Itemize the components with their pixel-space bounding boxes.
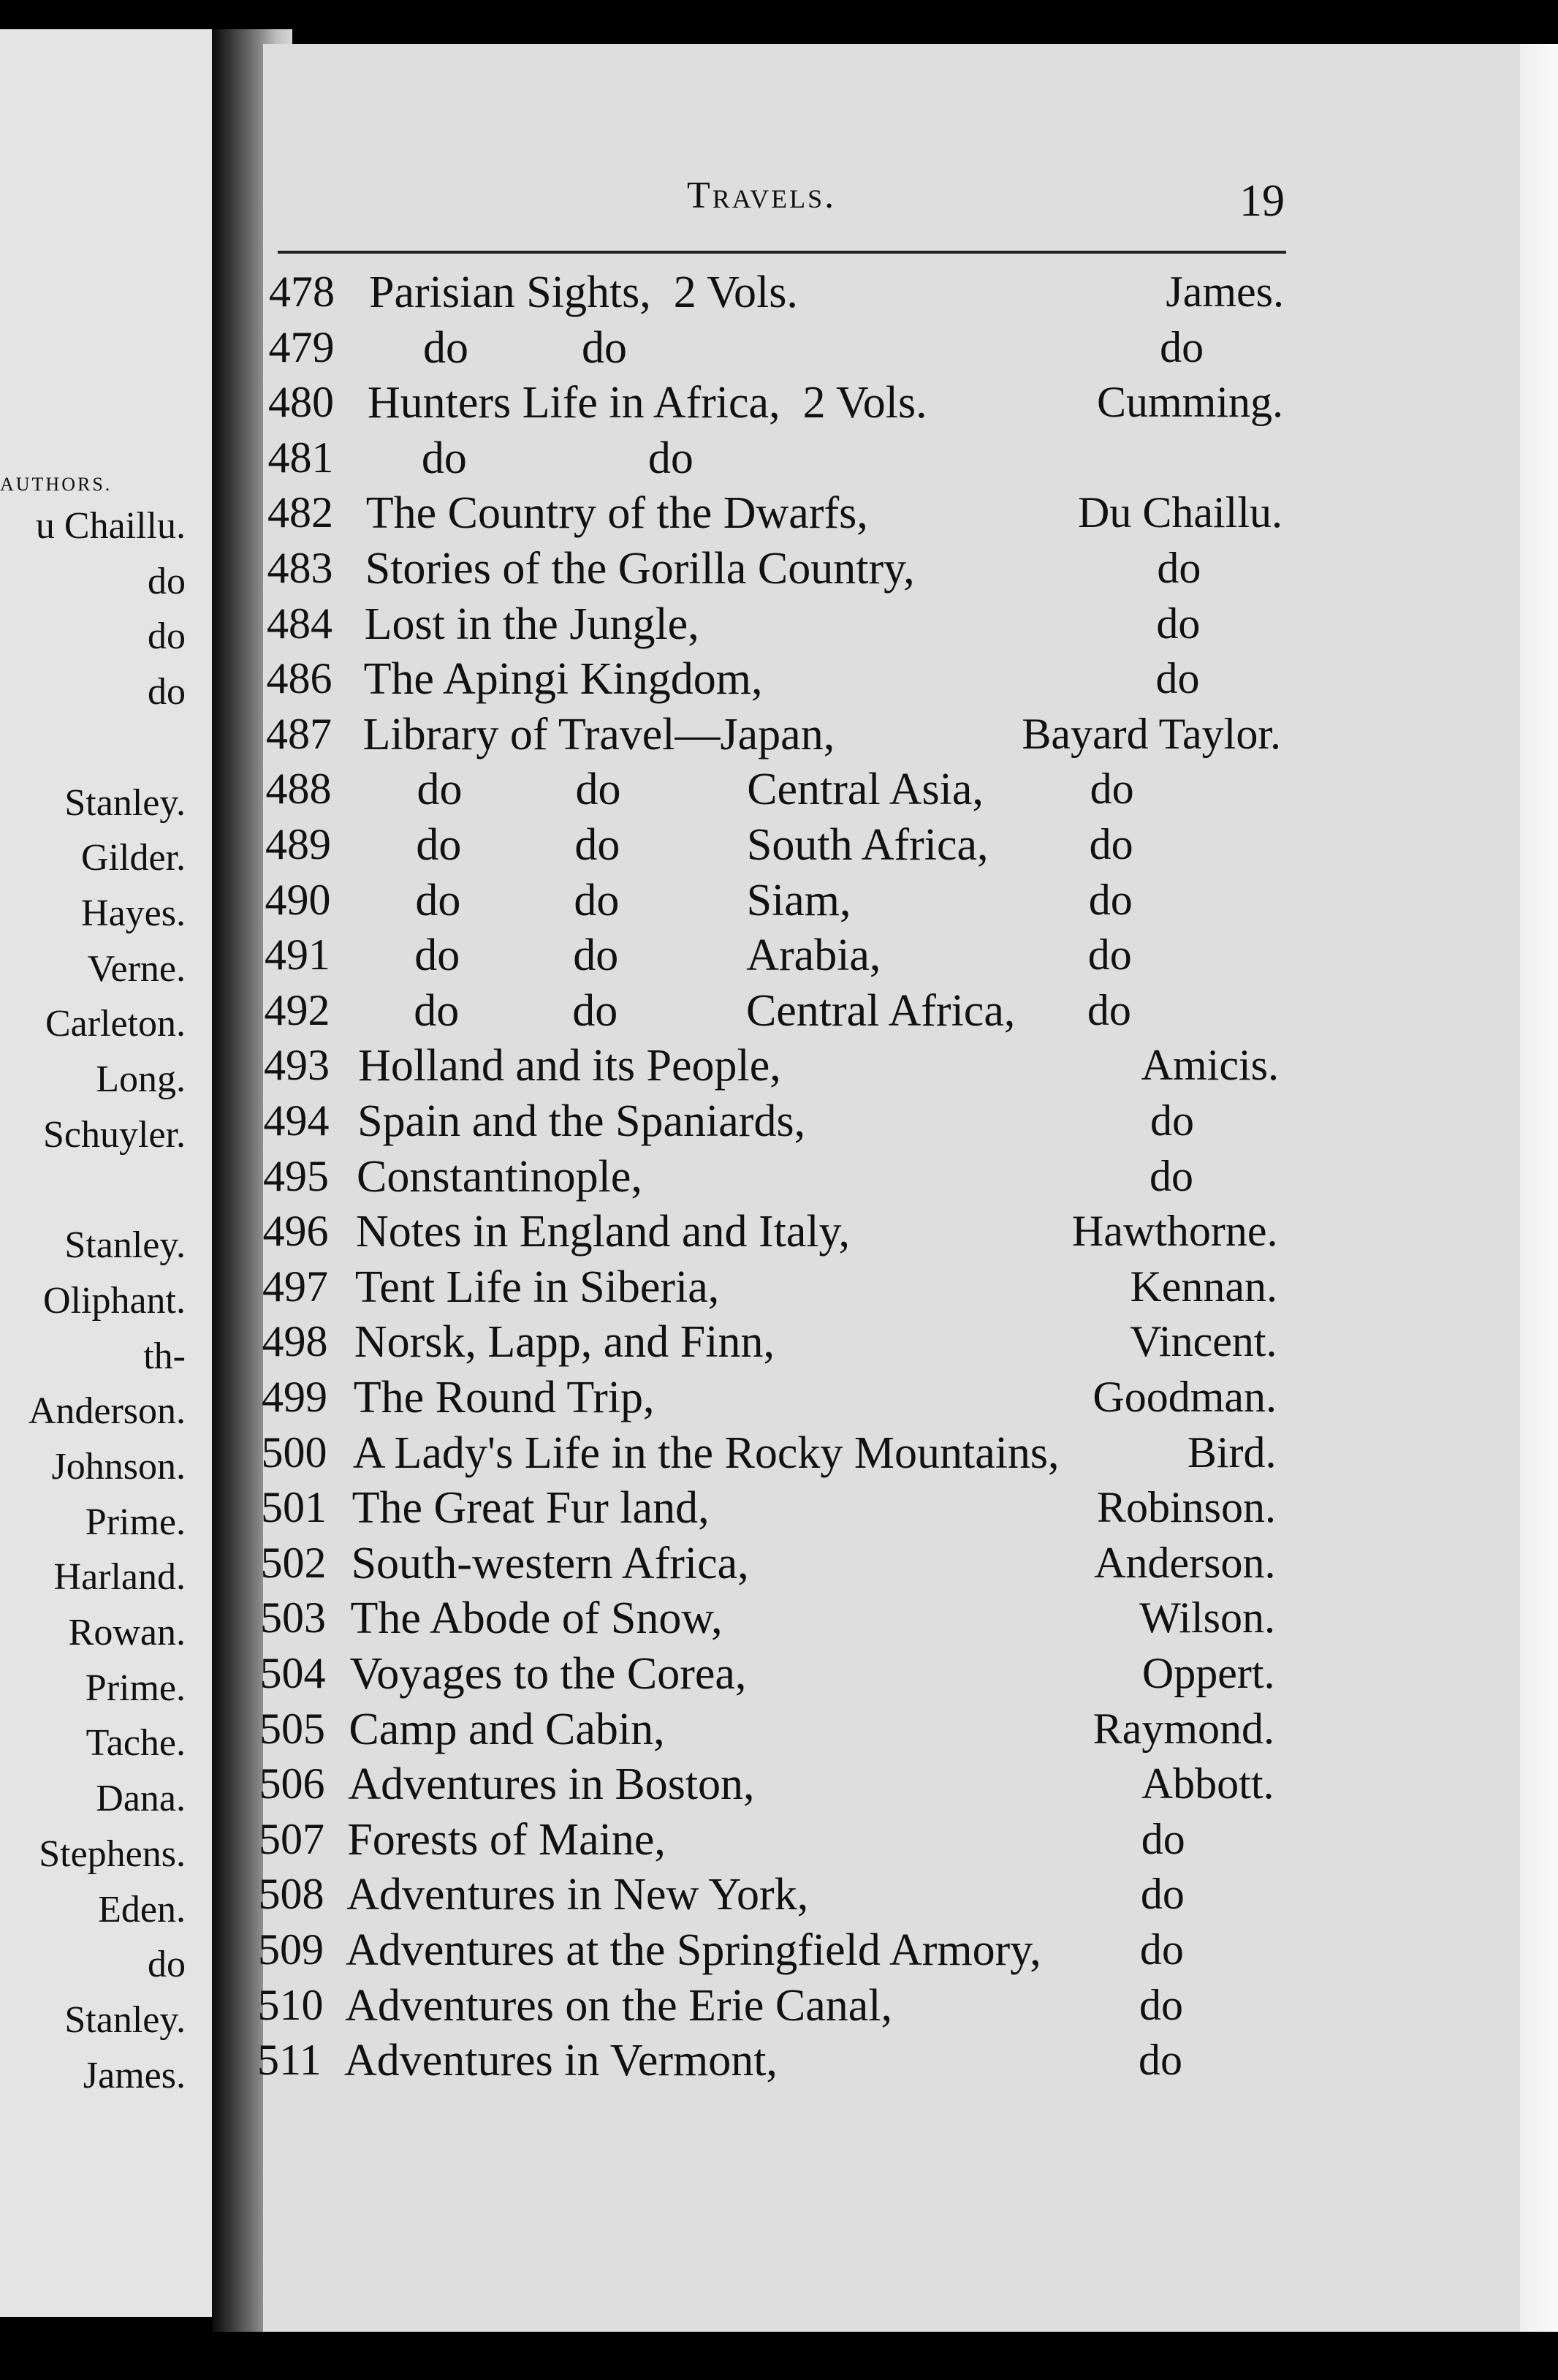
entry-number: 510 — [257, 1980, 324, 2029]
entry-author: Cumming. — [1096, 378, 1283, 427]
entry-number: 493 — [264, 1041, 330, 1090]
entry-number: 502 — [260, 1538, 327, 1587]
entry-author: Anderson. — [1094, 1538, 1276, 1587]
catalog-entry — [0, 653, 1558, 705]
entry-number: 501 — [261, 1483, 327, 1532]
entry-number: 496 — [262, 1207, 329, 1256]
entry-title: The Great Fur land, — [352, 1483, 710, 1534]
entry-title: Library of Travel—Japan, — [362, 709, 835, 759]
catalog-entry — [0, 985, 1558, 1036]
entry-subtitle: Arabia, — [746, 931, 881, 981]
entry-title: The Abode of Snow, — [350, 1593, 723, 1644]
left-author-item: Long. — [96, 1058, 186, 1100]
catalog-entry — [0, 1262, 1558, 1313]
entry-number: 497 — [262, 1262, 328, 1311]
entry-title: Adventures on the Erie Canal, — [345, 1980, 892, 2031]
entry-title: Adventures in Vermont, — [344, 2036, 778, 2086]
entry-subtitle: Central Africa, — [745, 985, 1016, 1036]
entry-title: do do — [417, 765, 621, 815]
entry-number: 509 — [258, 1925, 324, 1974]
catalog-entry — [0, 764, 1558, 815]
entry-author: do — [1140, 1870, 1185, 1919]
entry-author: Hawthorne. — [1071, 1207, 1278, 1256]
left-author-item: th- — [143, 1335, 186, 1377]
entry-title: Parisian Sights, 2 Vols. — [369, 268, 798, 317]
entry-author: Oppert. — [1141, 1649, 1275, 1697]
entry-author: Abbott. — [1141, 1759, 1274, 1808]
entry-number: 487 — [266, 709, 332, 758]
catalog-entry — [0, 709, 1558, 760]
entry-title: The Country of the Dwarfs, — [365, 488, 868, 539]
left-author-item: Stanley. — [64, 1998, 186, 2041]
header-rule — [278, 251, 1286, 254]
entry-title: A Lady's Life in the Rocky Mountains, — [352, 1428, 1060, 1478]
entry-title: do do — [422, 322, 627, 373]
left-author-item: Anderson. — [28, 1390, 186, 1433]
entry-title: Constantinople, — [357, 1151, 642, 1202]
left-author-item: Carleton. — [45, 1003, 186, 1045]
left-author-item: James. — [83, 2054, 186, 2096]
entry-author: do — [1088, 875, 1133, 924]
entry-number: 489 — [265, 820, 331, 868]
entry-title: do do — [414, 931, 619, 981]
entry-author: do — [1150, 1151, 1193, 1200]
left-author-item: Stephens. — [39, 1833, 186, 1875]
catalog-entry — [0, 433, 1558, 484]
entry-title: Tent Life in Siberia, — [354, 1262, 720, 1312]
entry-author: do — [1087, 985, 1131, 1034]
entry-title: do do — [421, 433, 694, 483]
entry-title: do do — [416, 820, 620, 870]
catalog-entry — [0, 543, 1558, 594]
entry-author: Goodman. — [1092, 1373, 1277, 1421]
entry-author: Du Chaillu. — [1078, 488, 1282, 537]
left-author-item: Tache. — [86, 1722, 186, 1765]
catalog-entry — [0, 1593, 1558, 1644]
entry-title: Forests of Maine, — [347, 1814, 666, 1865]
entry-number: 484 — [267, 599, 332, 648]
entry-title: Notes in England and Italy, — [355, 1207, 851, 1257]
entry-author: Bird. — [1187, 1428, 1277, 1477]
left-author-item: do — [148, 1944, 186, 1986]
catalog-entry — [0, 1096, 1558, 1147]
entry-title: Adventures in New York, — [346, 1870, 809, 1920]
entry-number: 488 — [265, 765, 332, 814]
catalog-entry — [0, 1925, 1558, 1976]
catalog-entry — [0, 267, 1558, 318]
left-author-item: Harland. — [53, 1556, 186, 1599]
left-author-item: Stanley. — [64, 781, 186, 824]
entry-title: Spain and the Spaniards, — [357, 1096, 806, 1146]
entry-author: do — [1087, 931, 1132, 979]
entry-number: 495 — [263, 1151, 329, 1200]
catalog-entry — [0, 1869, 1558, 1920]
entry-title: The Round Trip, — [353, 1373, 655, 1422]
catalog-entry — [0, 1040, 1558, 1091]
entry-author: do — [1155, 654, 1200, 703]
left-author-item: do — [148, 671, 186, 713]
catalog-entry — [0, 488, 1558, 539]
catalog-entry — [0, 377, 1558, 428]
entry-number: 506 — [259, 1759, 325, 1808]
entry-author: Kennan. — [1130, 1262, 1277, 1311]
entry-number: 504 — [259, 1649, 326, 1697]
entry-number: 503 — [260, 1593, 326, 1642]
entry-number: 480 — [268, 378, 334, 427]
entry-title: South-western Africa, — [351, 1538, 749, 1588]
entry-title: Camp and Cabin, — [349, 1704, 665, 1754]
left-author-item: Eden. — [98, 1888, 186, 1930]
entry-author: do — [1089, 820, 1133, 868]
entry-title: Norsk, Lapp, and Finn, — [354, 1317, 775, 1368]
entry-number: 494 — [263, 1096, 330, 1145]
entry-author: Vincent. — [1130, 1317, 1277, 1366]
left-author-item: Schuyler. — [43, 1113, 186, 1156]
catalog-entry — [0, 1704, 1558, 1755]
entry-number: 479 — [268, 322, 335, 371]
catalog-entry — [0, 322, 1558, 374]
catalog-entry — [0, 599, 1558, 650]
entry-author: do — [1139, 1925, 1184, 1974]
entry-author: James. — [1166, 268, 1284, 316]
entry-author: do — [1139, 1980, 1183, 2029]
entry-title: Adventures in Boston, — [348, 1759, 755, 1810]
left-author-item: Stanley. — [64, 1224, 186, 1267]
entry-author: do — [1141, 1814, 1185, 1863]
entry-subtitle: Central Asia, — [747, 765, 984, 815]
left-author-item: Hayes. — [81, 892, 186, 934]
entry-title: do do — [415, 875, 620, 925]
entry-number: 483 — [267, 544, 333, 592]
catalog-entry — [0, 930, 1558, 981]
entry-title: Holland and its People, — [358, 1041, 781, 1091]
entry-number: 511 — [257, 2036, 322, 2085]
entry-number: 508 — [258, 1870, 324, 1919]
left-author-item: Oliphant. — [43, 1279, 186, 1322]
entry-title: Hunters Life in Africa, 2 Vols. — [367, 378, 927, 428]
left-author-item: Dana. — [96, 1778, 186, 1820]
running-head: Travels. — [687, 175, 837, 216]
entry-number: 499 — [262, 1373, 327, 1421]
catalog-entry — [0, 1980, 1558, 2031]
entry-number: 491 — [265, 931, 330, 979]
entry-author: do — [1156, 599, 1201, 648]
left-column-heading: AUTHORS. — [0, 474, 113, 495]
entry-author: do — [1150, 1096, 1194, 1145]
left-author-item: Prime. — [85, 1667, 186, 1709]
catalog-entry — [0, 1316, 1558, 1368]
entry-number: 486 — [266, 654, 332, 703]
entry-subtitle: Siam, — [746, 875, 851, 925]
entry-title: do do — [414, 985, 618, 1036]
entry-author: Robinson. — [1096, 1483, 1276, 1532]
entry-number: 498 — [262, 1317, 328, 1366]
entry-title: The Apingi Kingdom, — [363, 654, 763, 705]
entry-title: Voyages to the Corea, — [349, 1649, 747, 1699]
entry-number: 507 — [259, 1814, 324, 1863]
catalog-entry — [0, 1372, 1558, 1423]
catalog-entry — [0, 1151, 1558, 1202]
entry-author: do — [1139, 2036, 1182, 2085]
entry-author: Amicis. — [1141, 1041, 1279, 1090]
left-author-item: Johnson. — [51, 1445, 186, 1488]
entry-author: Wilson. — [1139, 1593, 1275, 1642]
catalog-entry — [0, 1206, 1558, 1257]
entry-title: Lost in the Jungle, — [364, 599, 699, 649]
entry-title: Stories of the Gorilla Country, — [365, 544, 915, 594]
entry-number: 492 — [264, 985, 330, 1034]
left-author-item: do — [148, 615, 186, 658]
entry-number: 482 — [267, 488, 333, 537]
catalog-entry — [0, 1759, 1558, 1810]
entry-author: do — [1090, 765, 1134, 814]
entry-number: 490 — [265, 875, 331, 924]
entry-subtitle: South Africa, — [746, 820, 989, 870]
page-number: 19 — [1239, 176, 1285, 226]
catalog-entry — [0, 2035, 1558, 2086]
catalog-entry — [0, 1482, 1558, 1534]
catalog-entry — [0, 1814, 1558, 1865]
left-author-item: Gilder. — [81, 837, 186, 879]
entry-title: Adventures at the Springfield Armory, — [346, 1925, 1041, 1975]
left-author-item: do — [148, 560, 186, 602]
catalog-entry — [0, 1538, 1558, 1589]
catalog-entry — [0, 1428, 1558, 1479]
left-author-item: Prime. — [85, 1501, 186, 1543]
entry-author: Raymond. — [1092, 1704, 1274, 1753]
entry-number: 500 — [261, 1428, 327, 1477]
left-author-item: u Chaillu. — [35, 505, 186, 547]
entry-number: 478 — [269, 268, 335, 316]
entry-author: do — [1157, 544, 1201, 592]
catalog-entry — [0, 1648, 1558, 1699]
left-author-item: Rowan. — [68, 1612, 186, 1653]
entry-number: 505 — [259, 1704, 325, 1753]
catalog-entry — [0, 819, 1558, 871]
entry-author: do — [1160, 322, 1204, 371]
entry-number: 481 — [267, 433, 334, 482]
entry-author: Bayard Taylor. — [1022, 709, 1281, 758]
left-author-item: Verne. — [87, 947, 186, 990]
catalog-entry — [0, 875, 1558, 926]
